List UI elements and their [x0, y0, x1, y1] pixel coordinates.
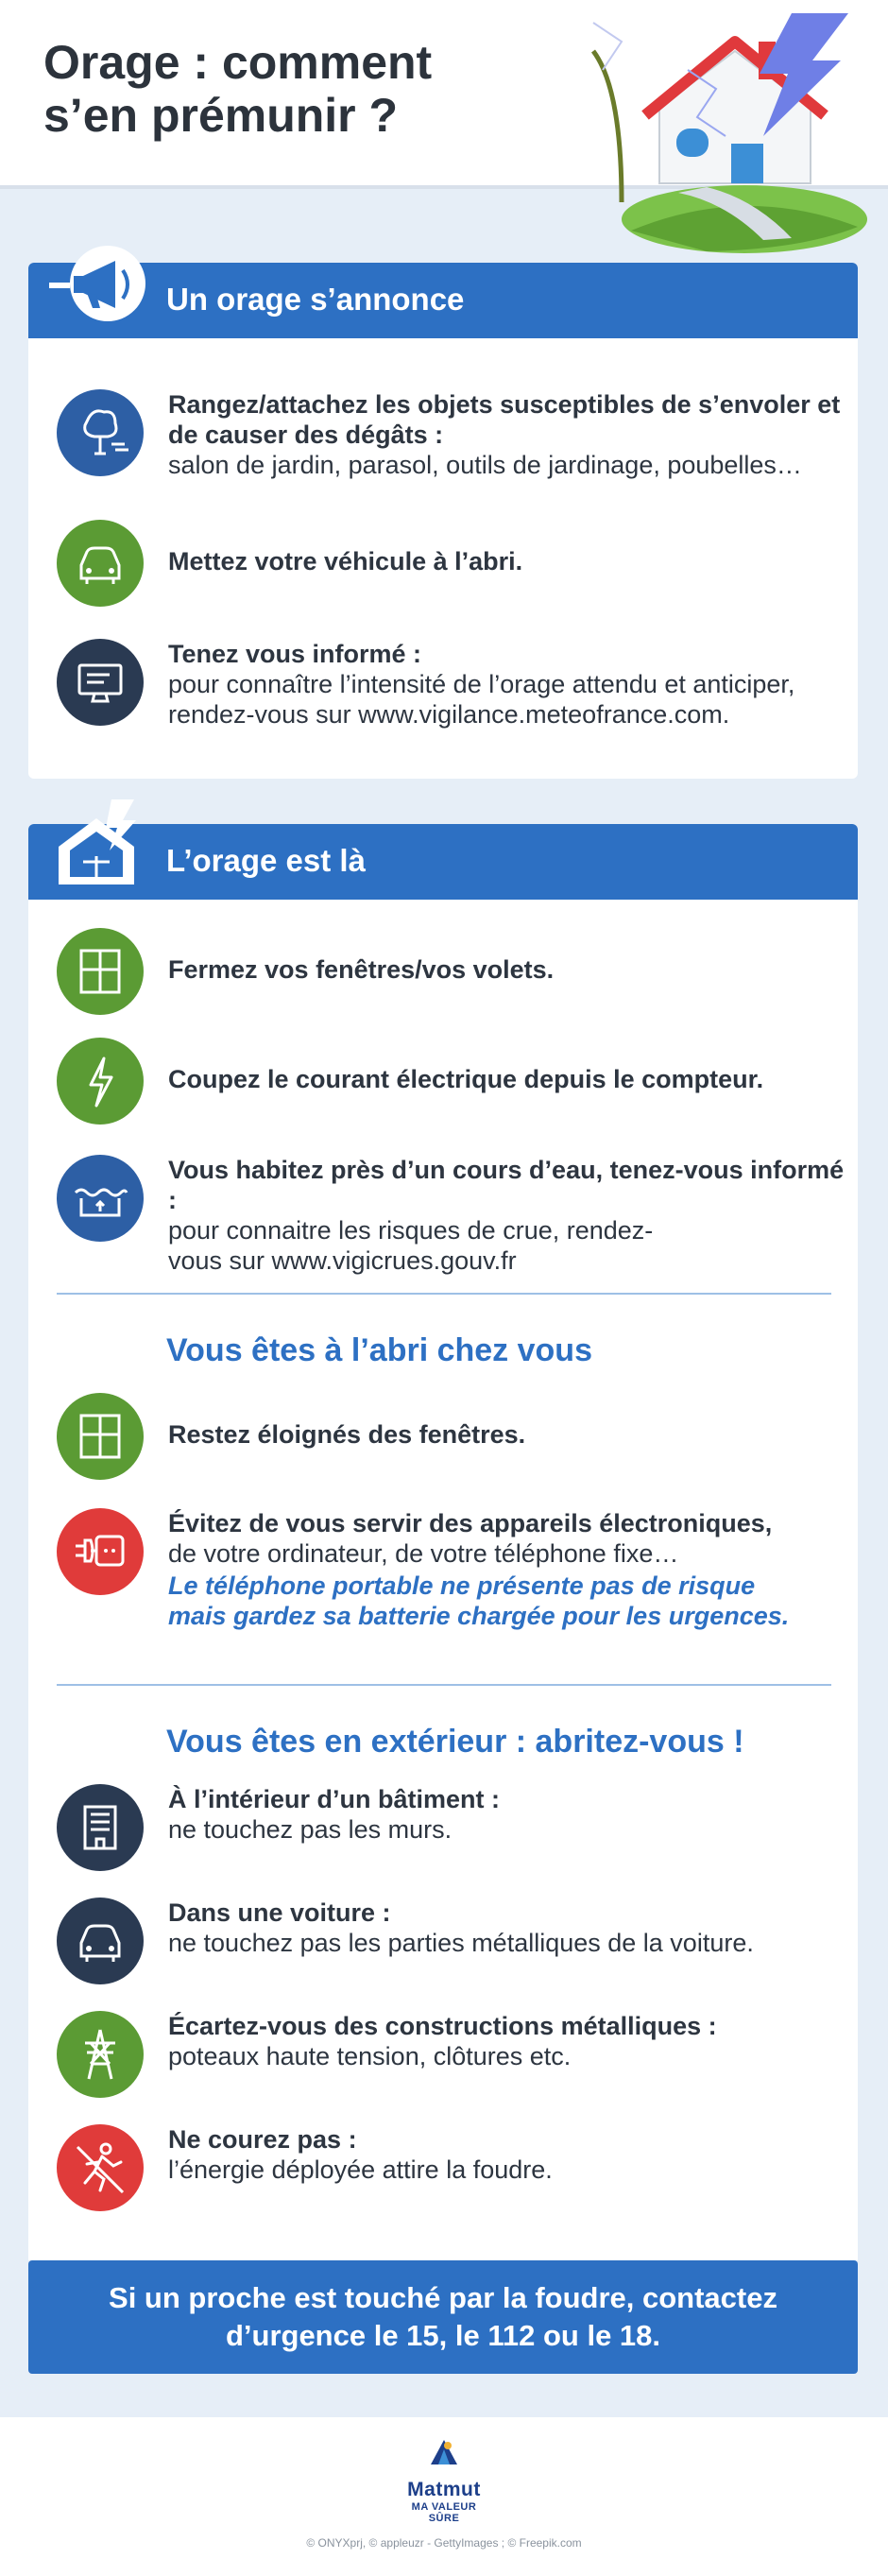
item-bold: Dans une voiture :: [168, 1898, 391, 1927]
item-bold: Mettez votre véhicule à l’abri.: [168, 547, 523, 575]
computer-icon: [57, 639, 144, 726]
item-bold: Écartez-vous des constructions métalliques :: [168, 2012, 717, 2040]
item-text: [168, 2011, 848, 2071]
item-text: [168, 389, 848, 480]
item-detail: de votre ordinateur, de votre téléphone fixe…: [168, 1539, 679, 1568]
item-bold: Tenez vous informé :: [168, 640, 422, 668]
pylon-icon: [57, 2011, 144, 2098]
item-text: [168, 639, 848, 730]
item-bold: Restez éloignés des fenêtres.: [168, 1420, 526, 1449]
photo-credits: © ONYXprj, © appleuzr - GettyImages ; © Freepik.com: [306, 2536, 582, 2550]
item-text: [168, 954, 848, 985]
section-home-title: Vous êtes à l’abri chez vous: [166, 1332, 592, 1368]
window-icon: [57, 1393, 144, 1480]
divider: [57, 1293, 831, 1295]
section-storm: [28, 824, 858, 2260]
section-announce: [28, 263, 858, 779]
emergency-banner: [28, 2260, 858, 2374]
logo-name: Matmut: [407, 2479, 481, 2500]
house-storm-illustration: [565, 13, 867, 259]
plug-icon: [57, 1508, 144, 1595]
title-line-2: s’en prémunir ?: [43, 89, 399, 142]
banner-line-2: d’urgence le 15, le 112 ou le 18.: [225, 2319, 661, 2352]
megaphone-icon: [49, 238, 153, 333]
building-icon: [57, 1784, 144, 1871]
title-line-1: Orage : comment: [43, 36, 433, 89]
section-outside-title: Vous êtes en extérieur : abritez-vous !: [166, 1724, 744, 1760]
item-note: Le téléphone portable ne présente pas de risque mais gardez sa batterie chargée pour les urgences.: [168, 1571, 790, 1630]
car-icon: [57, 520, 144, 607]
item-text: [168, 1419, 848, 1450]
section-storm-header: [28, 824, 858, 900]
item-detail: poteaux haute tension, clôtures etc.: [168, 2042, 572, 2070]
car-icon: [57, 1898, 144, 1984]
item-bold: Vous habitez près d’un cours d’eau, tenez-vous informé :: [168, 1156, 845, 1214]
tree-wind-icon: [57, 389, 144, 476]
page-footer: [0, 2417, 888, 2576]
running-man-icon: [57, 2124, 144, 2211]
item-bold: Ne courez pas :: [168, 2125, 357, 2154]
item-detail: salon de jardin, parasol, outils de jardinage, poubelles…: [168, 451, 802, 479]
matmut-logo: [395, 2436, 493, 2524]
item-text: [168, 1508, 848, 1631]
section-storm-title: L’orage est là: [166, 843, 366, 878]
item-bold: Coupez le courant électrique depuis le compteur.: [168, 1065, 764, 1093]
item-bold: Rangez/attachez les objets susceptibles de s’envoler et de causer des dégâts :: [168, 390, 841, 449]
logo-mark-icon: [425, 2436, 463, 2470]
section-announce-header: [28, 263, 858, 338]
item-text: [168, 1064, 848, 1094]
item-text: [168, 1898, 848, 1958]
item-detail: l’énergie déployée attire la foudre.: [168, 2155, 553, 2184]
divider: [57, 1684, 831, 1686]
item-bold: Évitez de vous servir des appareils électroniques,: [168, 1509, 773, 1537]
item-text: [168, 1155, 848, 1276]
item-text: [168, 1784, 848, 1845]
item-text: [168, 2124, 848, 2185]
item-detail: pour connaitre les risques de crue, rendez-vous sur www.vigicrues.gouv.fr: [168, 1216, 654, 1275]
window-icon: [57, 928, 144, 1015]
item-detail: pour connaître l’intensité de l’orage attendu et anticiper, rendez-vous sur www.vigilance.meteofrance.com.: [168, 670, 795, 729]
item-detail: ne touchez pas les murs.: [168, 1815, 453, 1844]
item-bold: À l’intérieur d’un bâtiment :: [168, 1785, 501, 1813]
item-text: [168, 546, 848, 576]
item-detail: ne touchez pas les parties métalliques de la voiture.: [168, 1929, 754, 1957]
lightning-icon: [57, 1038, 144, 1125]
banner-line-1: Si un proche est touché par la foudre, contactez: [109, 2281, 777, 2314]
section-announce-title: Un orage s’annonce: [166, 282, 465, 317]
water-level-icon: [57, 1155, 144, 1242]
item-bold: Fermez vos fenêtres/vos volets.: [168, 955, 555, 984]
logo-tagline: MA VALEUR SÛRE: [411, 2501, 477, 2524]
page-title: [43, 36, 535, 142]
house-lightning-icon: [49, 799, 153, 894]
